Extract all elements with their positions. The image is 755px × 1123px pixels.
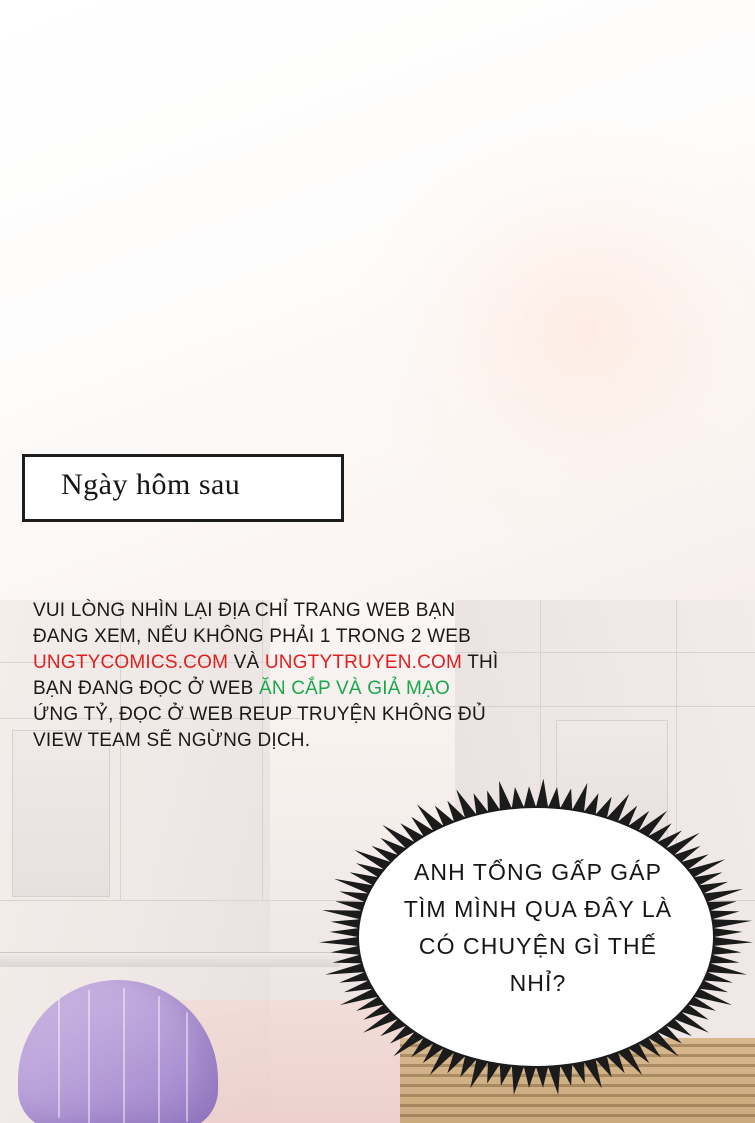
watermark-segment: ĐANG XEM, NẾU KHÔNG PHẢI 1 TRONG 2 WEB [33,626,471,647]
caption-text: Ngày hôm sau [61,468,241,501]
watermark-segment: VIEW TEAM SẼ NGỪNG DỊCH. [33,730,311,751]
speech-bubble-text [378,854,698,1002]
warm-glow [355,120,755,540]
watermark-line [33,650,503,676]
bubble-line: TÌM MÌNH QUA ĐÂY LÀ [403,896,673,922]
bubble-line: ANH TỔNG GẤP GÁP [413,859,663,885]
watermark-segment: ỨNG TỶ, ĐỌC Ở WEB REUP TRUYỆN KHÔNG ĐỦ [33,704,486,725]
bubble-line: CÓ CHUYỆN GÌ THẾ [418,933,658,959]
watermark-line [33,624,503,650]
watermark-segment: VUI LÒNG NHÌN LẠI ĐỊA CHỈ TRANG WEB BẠN [33,600,456,621]
watermark-line [33,676,503,702]
caption-box [22,454,344,522]
desk-surface [0,952,340,967]
watermark-segment: ĂN CẮP VÀ GIẢ MẠO [258,678,450,699]
watermark-line [33,598,503,624]
watermark-segment: BẠN ĐANG ĐỌC Ở WEB [33,678,259,699]
watermark-segment: UNGTYCOMICS.COM [33,652,229,673]
cabinet [12,730,110,897]
speech-bubble [318,772,755,1102]
watermark-segment: UNGTYTRUYEN.COM [264,652,463,673]
watermark-line [33,702,503,728]
watermark-segment: VÀ [228,652,265,673]
watermark-segment: THÌ [462,652,499,673]
bubble-line: NHỈ? [509,970,567,996]
watermark-text [33,598,503,754]
watermark-line [33,728,503,754]
